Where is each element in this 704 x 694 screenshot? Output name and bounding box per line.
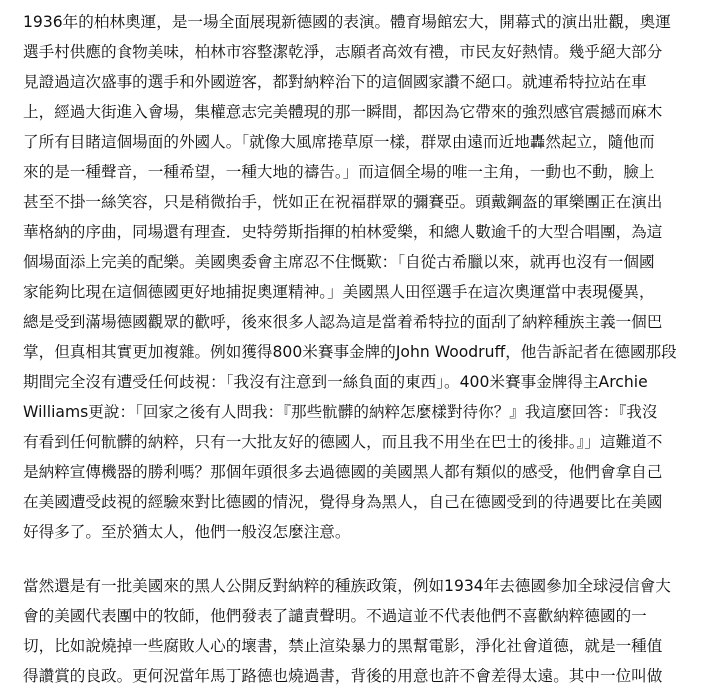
text-line: 會的美國代表團中的牧師，他們發表了譴責聲明。不過這並不代表他們不喜歡納粹德國的一 bbox=[23, 607, 647, 625]
text-line: 個場面添上完美的配樂。美國奧委會主席忍不住慨歎：「自從古希臘以來，就再也沒有一個國 bbox=[23, 253, 655, 271]
text-line: 甚至不掛一絲笑容，只是稍微抬手，恍如正在祝福群眾的彌賽亞。頭戴鋼盔的軍樂團正在演出 bbox=[23, 193, 663, 211]
text-line: 總是受到滿場德國觀眾的歡呼，後來很多人認為這是當着希特拉的面刮了納粹種族主義一個巴 bbox=[23, 313, 663, 331]
text-line: 切，比如說燒掉一些腐敗人心的壞書，禁止渲染暴力的黑幫電影，淨化社會道德，就是一種值 bbox=[23, 637, 663, 655]
text-line: 了所有目睹這個場面的外國人。「就像大風席捲草原一樣，群眾由遠而近地轟然起立，隨他而 bbox=[23, 133, 655, 151]
text-line: 期間完全沒有遭受任何歧視：「我沒有注意到一絲負面的東西」。400米賽事金牌得主Archie bbox=[23, 373, 648, 391]
text-line: 當然還是有一批美國來的黑人公開反對納粹的種族政策，例如1934年去德國參加全球浸信會大 bbox=[23, 577, 671, 595]
text-line: 得讚賞的良政。更何況當年馬丁路德也燒過書，背後的用意也許不會差得太遠。其中一位叫做 bbox=[23, 667, 663, 685]
text-line: 在美國遭受歧視的經驗來對比德國的情況，覺得身為黑人，自己在德國受到的待遇要比在美國 bbox=[23, 493, 663, 511]
text-line: 掌，但真相其實更加複雜。例如獲得800米賽事金牌的John Woodruff，他告訴記者在德國那段 bbox=[23, 343, 677, 361]
text-line: 好得多了。至於猶太人，他們一般沒怎麼注意。 bbox=[23, 523, 351, 541]
text-line: 來的是一種聲音，一種希望，一種大地的禱告。」而這個全場的唯一主角，一動也不動，臉上 bbox=[23, 163, 655, 181]
text-line: 選手村供應的食物美味，柏林市容整潔乾淨，志願者高效有禮，市民友好熱情。幾乎絕大部分 bbox=[23, 43, 663, 61]
text-line: 上，經過大街進入會場，集權意志完美體現的那一瞬間，都因為它帶來的強烈感官震撼而麻木 bbox=[23, 103, 663, 121]
text-line: Williams更說：「回家之後有人問我：『那些骯髒的納粹怎麼樣對待你？』我這麼回答：『我沒 bbox=[23, 403, 658, 421]
text-line: 1936年的柏林奧運，是一場全面展現新德國的表演。體育場館宏大，開幕式的演出壯觀，奧運 bbox=[23, 13, 671, 31]
text-line: 華格納的序曲，同場還有理查．史特勞斯指揮的柏林愛樂，和總人數逾千的大型合唱團，為這 bbox=[23, 223, 663, 241]
text-line: 見證過這次盛事的選手和外國遊客，都對納粹治下的這個國家讚不絕口。就連希特拉站在車 bbox=[23, 73, 647, 91]
text-line: 有看到任何骯髒的納粹，只有一大批友好的德國人，而且我不用坐在巴士的後排。』」這難道不 bbox=[23, 433, 663, 451]
text-line: 是納粹宣傳機器的勝利嗎？那個年頭很多去過德國的美國黑人都有類似的感受，他們會拿自己 bbox=[23, 463, 663, 481]
text-line: 家能夠比現在這個德國更好地捕捉奧運精神。」美國黑人田徑選手在這次奧運當中表現優異， bbox=[23, 283, 655, 301]
